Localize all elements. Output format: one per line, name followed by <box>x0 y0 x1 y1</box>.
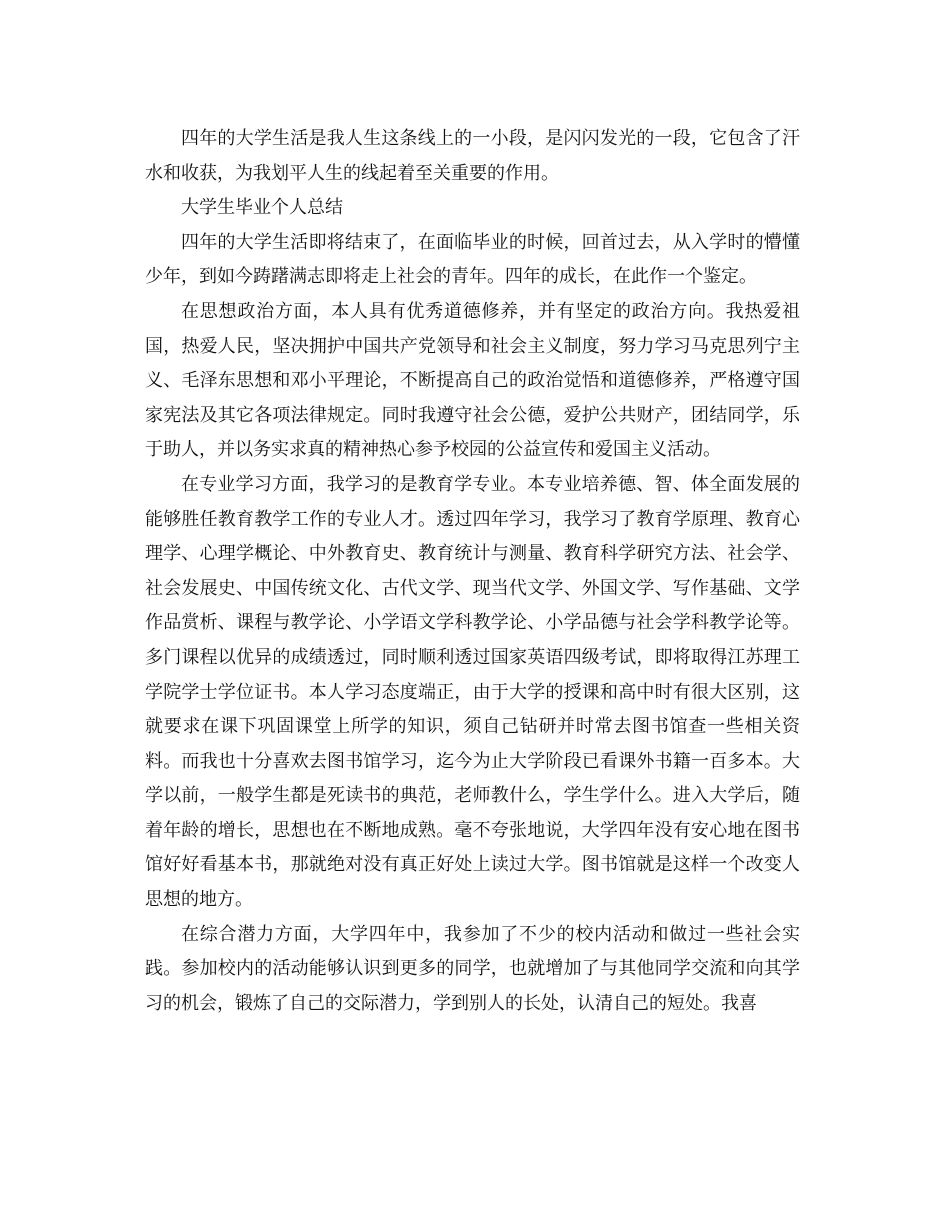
paragraph-overview: 四年的大学生活即将结束了，在面临毕业的时候，回首过去，从入学时的懵懂少年，到如今踌躇满志即将走上社会的青年。四年的成长，在此作一个鉴定。 <box>145 231 800 288</box>
paragraph-academic: 在专业学习方面，我学习的是教育学专业。本专业培养德、智、体全面发展的能够胜任教育教学工作的专业人才。透过四年学习，我学习了教育学原理、教育心理学、心理学概论、中外教育史、教育统计与测量、教育科学研究方法、社会学、社会发展史、中国传统文化、古代文学、现当代文学、外国文学、写作基础、文学作品赏析、课程与教学论、小学语文学科教学论、小学品德与社会学科教学论等。多门课程以优异的成绩透过，同时顺利透过国家英语四级考试，即将取得江苏理工学院学士学位证书。本人学习态度端正，由于大学的授课和高中时有很大区别，这就要求在课下巩固课堂上所学的知识，须自己钻研并时常去图书馆查一些相关资料。而我也十分喜欢去图书馆学习，迄今为止大学阶段已看课外书籍一百多本。大学以前，一般学生都是死读书的典范，老师教什么，学生学什么。进入大学后，随着年龄的增长，思想也在不断地成熟。毫不夸张地说，大学四年没有安心地在图书馆好好看基本书，那就绝对没有真正好处上读过大学。图书馆就是这样一个改变人思想的地方。 <box>145 473 800 911</box>
paragraph-political: 在思想政治方面，本人具有优秀道德修养，并有坚定的政治方向。我热爱祖国，热爱人民，坚决拥护中国共产党领导和社会主义制度，努力学习马克思列宁主义、毛泽东思想和邓小平理论，不断提高自己的政治觉悟和道德修养，严格遵守国家宪法及其它各项法律规定。同时我遵守社会公德，爱护公共财产，团结同学，乐于助人，并以务实求真的精神热心参予校园的公益宣传和爱国主义活动。 <box>145 300 800 461</box>
paragraph-comprehensive: 在综合潜力方面，大学四年中，我参加了不少的校内活动和做过一些社会实践。参加校内的活动能够认识到更多的同学，也就增加了与其他同学交流和向其学习的机会，锻炼了自己的交际潜力，学到别人的长处，认清自己的短处。我喜 <box>145 923 800 1014</box>
document-body <box>145 122 800 1021</box>
section-heading: 大学生毕业个人总结 <box>181 197 343 219</box>
paragraph-intro: 四年的大学生活是我人生这条线上的一小段，是闪闪发光的一段，它包含了汗水和收获，为我划平人生的线起着至关重要的作用。 <box>145 128 800 184</box>
